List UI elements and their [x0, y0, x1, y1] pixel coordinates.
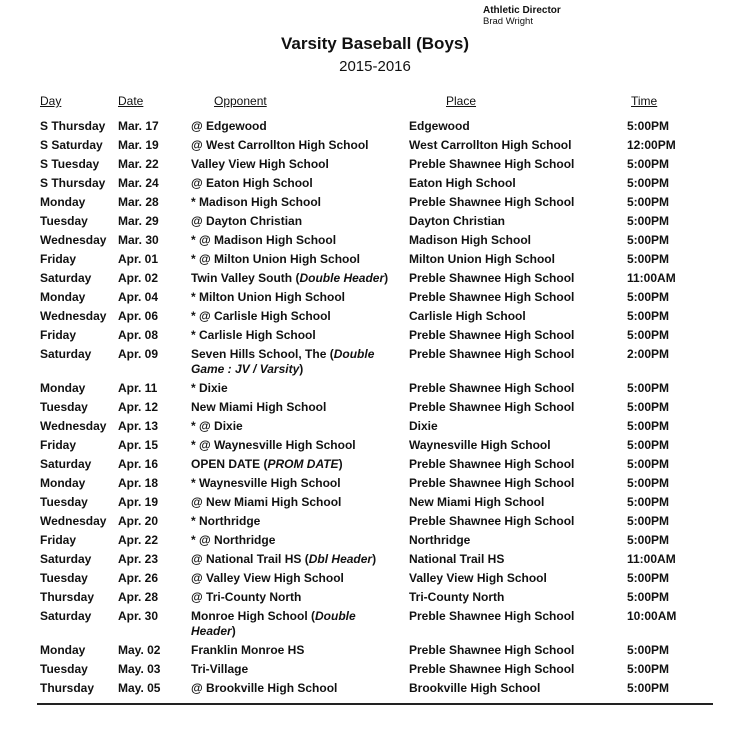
- game-opponent: [191, 381, 228, 396]
- opponent-text: * @ Milton Union High School: [191, 252, 361, 266]
- game-opponent: [191, 214, 302, 229]
- game-place: Milton Union High School: [409, 252, 555, 266]
- game-place: Carlisle High School: [409, 309, 526, 323]
- game-place: Preble Shawnee High School: [409, 328, 575, 342]
- game-place: Valley View High School: [409, 571, 547, 585]
- game-date: Apr. 19: [118, 495, 159, 509]
- game-day: S Tuesday: [40, 157, 100, 171]
- game-opponent: [191, 590, 301, 605]
- table-row: [0, 250, 750, 269]
- game-time: 2:00PM: [627, 347, 670, 361]
- column-header-date: Date: [118, 94, 144, 108]
- table-row: [0, 379, 750, 398]
- opponent-text: Tri-Village: [191, 662, 249, 676]
- game-day: Saturday: [40, 457, 92, 471]
- game-place: Preble Shawnee High School: [409, 157, 575, 171]
- game-place: Preble Shawnee High School: [409, 662, 575, 676]
- opponent-text: * @ Waynesville High School: [191, 438, 356, 452]
- opponent-note: Double Header: [191, 609, 356, 638]
- game-time: 5:00PM: [627, 662, 670, 676]
- game-opponent: [191, 309, 331, 324]
- game-day: Friday: [40, 328, 77, 342]
- game-opponent: [191, 400, 326, 415]
- game-day: Tuesday: [40, 214, 88, 228]
- opponent-text: @ West Carrollton High School: [191, 138, 369, 152]
- game-opponent: [191, 347, 396, 377]
- game-time: 5:00PM: [627, 119, 670, 133]
- game-opponent: [191, 233, 336, 248]
- table-row: [0, 174, 750, 193]
- opponent-text: @ New Miami High School: [191, 495, 342, 509]
- game-day: Thursday: [40, 681, 95, 695]
- game-place: Dayton Christian: [409, 214, 506, 228]
- table-row: [0, 607, 750, 641]
- column-header-day: Day: [40, 94, 62, 108]
- game-day: Tuesday: [40, 571, 88, 585]
- opponent-text: @ Eaton High School: [191, 176, 313, 190]
- game-date: Apr. 06: [118, 309, 159, 323]
- table-row: [0, 326, 750, 345]
- game-time: 5:00PM: [627, 195, 670, 209]
- game-day: S Saturday: [40, 138, 103, 152]
- game-place: Madison High School: [409, 233, 531, 247]
- game-date: Apr. 23: [118, 552, 159, 566]
- game-time: 5:00PM: [627, 176, 670, 190]
- game-time: 5:00PM: [627, 571, 670, 585]
- game-date: Apr. 02: [118, 271, 159, 285]
- game-place: Preble Shawnee High School: [409, 381, 575, 395]
- game-day: Friday: [40, 438, 77, 452]
- game-time: 5:00PM: [627, 381, 670, 395]
- opponent-text: * Madison High School: [191, 195, 322, 209]
- game-opponent: [191, 419, 243, 434]
- game-day: Tuesday: [40, 495, 88, 509]
- game-time: 5:00PM: [627, 438, 670, 452]
- game-opponent: [191, 328, 316, 343]
- director-name: Brad Wright: [483, 16, 533, 27]
- game-opponent: [191, 438, 356, 453]
- game-opponent: [191, 195, 321, 210]
- game-place: Preble Shawnee High School: [409, 195, 575, 209]
- game-day: Monday: [40, 290, 86, 304]
- game-date: Apr. 08: [118, 328, 159, 342]
- table-row: [0, 345, 750, 379]
- game-day: Tuesday: [40, 400, 88, 414]
- schedule-table: [0, 117, 750, 698]
- game-date: Mar. 30: [118, 233, 159, 247]
- table-row: [0, 569, 750, 588]
- game-day: Saturday: [40, 271, 92, 285]
- game-place: Northridge: [409, 533, 471, 547]
- game-day: S Thursday: [40, 119, 106, 133]
- opponent-note-close: ): [231, 624, 236, 638]
- game-time: 5:00PM: [627, 328, 670, 342]
- game-day: Wednesday: [40, 514, 107, 528]
- table-row: [0, 531, 750, 550]
- game-time: 5:00PM: [627, 533, 670, 547]
- game-date: Apr. 01: [118, 252, 159, 266]
- column-header-time: Time: [631, 94, 658, 108]
- game-opponent: [191, 476, 341, 491]
- opponent-text: Monroe High School (: [191, 609, 315, 623]
- game-date: Mar. 29: [118, 214, 159, 228]
- table-row: [0, 136, 750, 155]
- game-opponent: [191, 514, 260, 529]
- game-place: Preble Shawnee High School: [409, 271, 575, 285]
- table-row: [0, 679, 750, 698]
- table-row: [0, 436, 750, 455]
- game-date: Mar. 24: [118, 176, 159, 190]
- game-place: Brookville High School: [409, 681, 541, 695]
- table-row: [0, 212, 750, 231]
- game-date: Apr. 09: [118, 347, 159, 361]
- game-day: Monday: [40, 195, 86, 209]
- game-time: 11:00AM: [627, 552, 676, 566]
- opponent-note: PROM DATE: [267, 457, 339, 471]
- game-opponent: [191, 643, 304, 658]
- table-row: [0, 269, 750, 288]
- opponent-text: * @ Carlisle High School: [191, 309, 331, 323]
- game-time: 5:00PM: [627, 643, 670, 657]
- game-place: Preble Shawnee High School: [409, 290, 575, 304]
- table-row: [0, 588, 750, 607]
- game-place: Preble Shawnee High School: [409, 609, 575, 623]
- game-place: Waynesville High School: [409, 438, 551, 452]
- game-time: 5:00PM: [627, 457, 670, 471]
- table-row: [0, 398, 750, 417]
- opponent-text: @ National Trail HS (: [191, 552, 309, 566]
- opponent-text: * Waynesville High School: [191, 476, 341, 490]
- game-time: 5:00PM: [627, 514, 670, 528]
- game-date: Mar. 28: [118, 195, 159, 209]
- game-day: Monday: [40, 381, 86, 395]
- game-place: Preble Shawnee High School: [409, 643, 575, 657]
- opponent-note: Double Header: [299, 271, 385, 285]
- game-place: Tri-County North: [409, 590, 505, 604]
- game-date: Apr. 04: [118, 290, 159, 304]
- opponent-text: * @ Dixie: [191, 419, 243, 433]
- table-row: [0, 193, 750, 212]
- game-date: Apr. 16: [118, 457, 159, 471]
- table-row: [0, 641, 750, 660]
- game-day: Wednesday: [40, 309, 107, 323]
- game-date: Apr. 26: [118, 571, 159, 585]
- opponent-text: @ Tri-County North: [191, 590, 302, 604]
- table-row: [0, 307, 750, 326]
- game-time: 5:00PM: [627, 476, 670, 490]
- table-row: [0, 288, 750, 307]
- game-time: 5:00PM: [627, 214, 670, 228]
- game-date: Apr. 28: [118, 590, 159, 604]
- opponent-text: * @ Northridge: [191, 533, 276, 547]
- game-opponent: [191, 552, 376, 567]
- opponent-text: * Dixie: [191, 381, 228, 395]
- game-place: Edgewood: [409, 119, 470, 133]
- game-day: S Thursday: [40, 176, 106, 190]
- game-time: 5:00PM: [627, 290, 670, 304]
- page-title: Varsity Baseball (Boys): [280, 34, 470, 53]
- table-row: [0, 474, 750, 493]
- game-place: Preble Shawnee High School: [409, 400, 575, 414]
- game-opponent: [191, 271, 388, 286]
- game-time: 5:00PM: [627, 400, 670, 414]
- game-opponent: [191, 662, 248, 677]
- game-day: Saturday: [40, 552, 92, 566]
- opponent-text: * @ Madison High School: [191, 233, 337, 247]
- director-role: Athletic Director: [483, 5, 561, 16]
- game-time: 10:00AM: [627, 609, 677, 623]
- opponent-text: New Miami High School: [191, 400, 327, 414]
- opponent-text: Twin Valley South (: [191, 271, 300, 285]
- game-opponent: [191, 119, 267, 134]
- game-place: National Trail HS: [409, 552, 505, 566]
- opponent-text: * Northridge: [191, 514, 261, 528]
- game-opponent: [191, 609, 396, 639]
- column-header-place: Place: [446, 94, 477, 108]
- opponent-text: @ Valley View High School: [191, 571, 344, 585]
- game-opponent: [191, 290, 345, 305]
- game-day: Monday: [40, 643, 86, 657]
- game-date: Apr. 15: [118, 438, 159, 452]
- opponent-text: Franklin Monroe HS: [191, 643, 305, 657]
- opponent-text: @ Brookville High School: [191, 681, 338, 695]
- opponent-note-close: ): [299, 362, 304, 376]
- game-day: Friday: [40, 252, 77, 266]
- game-date: Apr. 30: [118, 609, 159, 623]
- game-date: Mar. 17: [118, 119, 159, 133]
- game-opponent: [191, 533, 275, 548]
- game-opponent: [191, 495, 341, 510]
- game-opponent: [191, 571, 344, 586]
- table-row: [0, 417, 750, 436]
- game-time: 5:00PM: [627, 233, 670, 247]
- game-opponent: [191, 681, 337, 696]
- game-place: New Miami High School: [409, 495, 545, 509]
- game-date: Mar. 19: [118, 138, 159, 152]
- game-date: May. 05: [118, 681, 161, 695]
- table-row: [0, 455, 750, 474]
- table-row: [0, 550, 750, 569]
- opponent-text: OPEN DATE (: [191, 457, 268, 471]
- game-date: Mar. 22: [118, 157, 159, 171]
- opponent-text: Seven Hills School, The (: [191, 347, 334, 361]
- game-day: Saturday: [40, 347, 92, 361]
- game-opponent: [191, 138, 369, 153]
- game-date: Apr. 11: [118, 381, 158, 395]
- game-time: 5:00PM: [627, 309, 670, 323]
- game-day: Thursday: [40, 590, 95, 604]
- athletic-director-block: [483, 5, 561, 27]
- opponent-note: Double Game : JV / Varsity: [191, 347, 375, 376]
- game-day: Saturday: [40, 609, 92, 623]
- game-time: 5:00PM: [627, 590, 670, 604]
- game-day: Tuesday: [40, 662, 88, 676]
- opponent-text: @ Dayton Christian: [191, 214, 303, 228]
- game-time: 5:00PM: [627, 252, 670, 266]
- game-date: Apr. 22: [118, 533, 159, 547]
- game-day: Friday: [40, 533, 77, 547]
- game-day: Wednesday: [40, 233, 107, 247]
- table-row: [0, 660, 750, 679]
- game-time: 5:00PM: [627, 681, 670, 695]
- opponent-note: Dbl Header: [308, 552, 373, 566]
- table-row: [0, 493, 750, 512]
- game-time: 12:00PM: [627, 138, 676, 152]
- table-row: [0, 231, 750, 250]
- game-opponent: [191, 457, 343, 472]
- season-label: 2015-2016: [339, 58, 411, 75]
- opponent-note-close: ): [384, 271, 389, 285]
- opponent-text: @ Edgewood: [191, 119, 267, 133]
- game-place: West Carrollton High School: [409, 138, 572, 152]
- opponent-text: * Milton Union High School: [191, 290, 345, 304]
- opponent-text: * Carlisle High School: [191, 328, 316, 342]
- game-opponent: [191, 176, 313, 191]
- game-time: 5:00PM: [627, 157, 670, 171]
- game-day: Wednesday: [40, 419, 107, 433]
- game-time: 11:00AM: [627, 271, 676, 285]
- bottom-divider: [37, 703, 713, 705]
- opponent-note-close: ): [372, 552, 377, 566]
- game-day: Monday: [40, 476, 86, 490]
- table-row: [0, 512, 750, 531]
- game-date: Apr. 13: [118, 419, 159, 433]
- game-place: Preble Shawnee High School: [409, 347, 575, 361]
- opponent-note-close: ): [338, 457, 343, 471]
- column-header-opponent: Opponent: [214, 94, 267, 108]
- opponent-text: Valley View High School: [191, 157, 329, 171]
- game-place: Preble Shawnee High School: [409, 476, 575, 490]
- game-opponent: [191, 157, 329, 172]
- game-date: Apr. 18: [118, 476, 159, 490]
- game-place: Eaton High School: [409, 176, 516, 190]
- game-date: May. 02: [118, 643, 161, 657]
- game-date: Apr. 12: [118, 400, 159, 414]
- game-place: Dixie: [409, 419, 438, 433]
- game-time: 5:00PM: [627, 495, 670, 509]
- table-row: [0, 117, 750, 136]
- game-time: 5:00PM: [627, 419, 670, 433]
- game-place: Preble Shawnee High School: [409, 514, 575, 528]
- table-row: [0, 155, 750, 174]
- game-opponent: [191, 252, 360, 267]
- game-date: Apr. 20: [118, 514, 159, 528]
- game-date: May. 03: [118, 662, 161, 676]
- game-place: Preble Shawnee High School: [409, 457, 575, 471]
